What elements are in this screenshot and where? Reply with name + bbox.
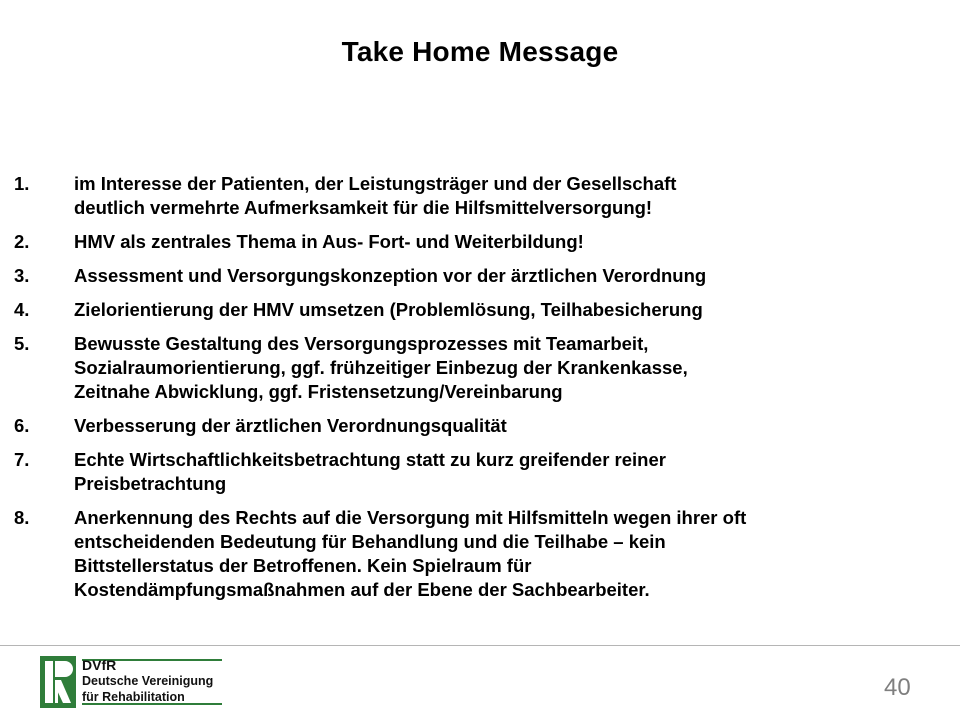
dvfr-logo-mark-icon xyxy=(40,656,76,708)
dvfr-logo xyxy=(40,656,225,708)
list-item-number: 7. xyxy=(14,449,30,470)
page-number: 40 xyxy=(884,674,911,701)
list-item-line: deutlich vermehrte Aufmerksamkeit für die Hilfsmittelversorgung! xyxy=(74,197,653,218)
logo-acronym: DVfR xyxy=(82,657,117,673)
list-item-number: 3. xyxy=(14,265,30,286)
list-item-line: Sozialraumorientierung, ggf. frühzeitiger Einbezug der Krankenkasse, xyxy=(74,357,688,378)
slide-title: Take Home Message xyxy=(341,36,619,67)
list-item-text xyxy=(74,172,954,220)
list-item xyxy=(14,230,954,254)
list-item-line: Anerkennung des Rechts auf die Versorgung mit Hilfsmitteln wegen ihrer oft xyxy=(74,507,747,528)
list-item-text xyxy=(74,414,954,438)
list-item xyxy=(14,506,954,602)
list-item xyxy=(14,172,954,220)
logo-line-2: für Rehabilitation xyxy=(82,690,185,704)
list-item-number: 2. xyxy=(14,231,30,252)
list-item xyxy=(14,414,954,438)
list-item-line: Bewusste Gestaltung des Versorgungsprozesses mit Teamarbeit, xyxy=(74,333,649,354)
list-item-line: Zielorientierung der HMV umsetzen (Problemlösung, Teilhabesicherung xyxy=(74,299,703,320)
list-item-text xyxy=(74,506,954,602)
list-item-line: entscheidenden Bedeutung für Behandlung und die Teilhabe – kein xyxy=(74,531,666,552)
list-item-number: 8. xyxy=(14,507,30,528)
list-item-text xyxy=(74,448,954,496)
list-item-number: 5. xyxy=(14,333,30,354)
list-item-line: HMV als zentrales Thema in Aus- Fort- und Weiterbildung! xyxy=(74,231,584,252)
list-item-text xyxy=(74,298,954,322)
list-item-line: Assessment und Versorgungskonzeption vor der ärztlichen Verordnung xyxy=(74,265,707,286)
list-item xyxy=(14,298,954,322)
list-item xyxy=(14,332,954,404)
list-item-line: Preisbetrachtung xyxy=(74,473,227,494)
list-item-number: 6. xyxy=(14,415,30,436)
list-item-line: Echte Wirtschaftlichkeitsbetrachtung statt zu kurz greifender reiner xyxy=(74,449,666,470)
list-item xyxy=(14,264,954,288)
message-list xyxy=(14,172,954,612)
list-item-text xyxy=(74,230,954,254)
list-item-line: Zeitnahe Abwicklung, ggf. Fristensetzung/Vereinbarung xyxy=(74,381,563,402)
list-item-line: im Interesse der Patienten, der Leistungsträger und der Gesellschaft xyxy=(74,173,677,194)
list-item-text xyxy=(74,332,954,404)
list-item-line: Verbesserung der ärztlichen Verordnungsqualität xyxy=(74,415,507,436)
list-item xyxy=(14,448,954,496)
list-item-text xyxy=(74,264,954,288)
list-item-number: 4. xyxy=(14,299,30,320)
list-item-line: Kostendämpfungsmaßnahmen auf der Ebene der Sachbearbeiter. xyxy=(74,579,650,600)
list-item-line: Bittstellerstatus der Betroffenen. Kein Spielraum für xyxy=(74,555,532,576)
footer-divider xyxy=(0,645,960,646)
list-item-number: 1. xyxy=(14,173,30,194)
logo-text xyxy=(82,657,225,705)
logo-line-1: Deutsche Vereinigung xyxy=(82,674,214,688)
